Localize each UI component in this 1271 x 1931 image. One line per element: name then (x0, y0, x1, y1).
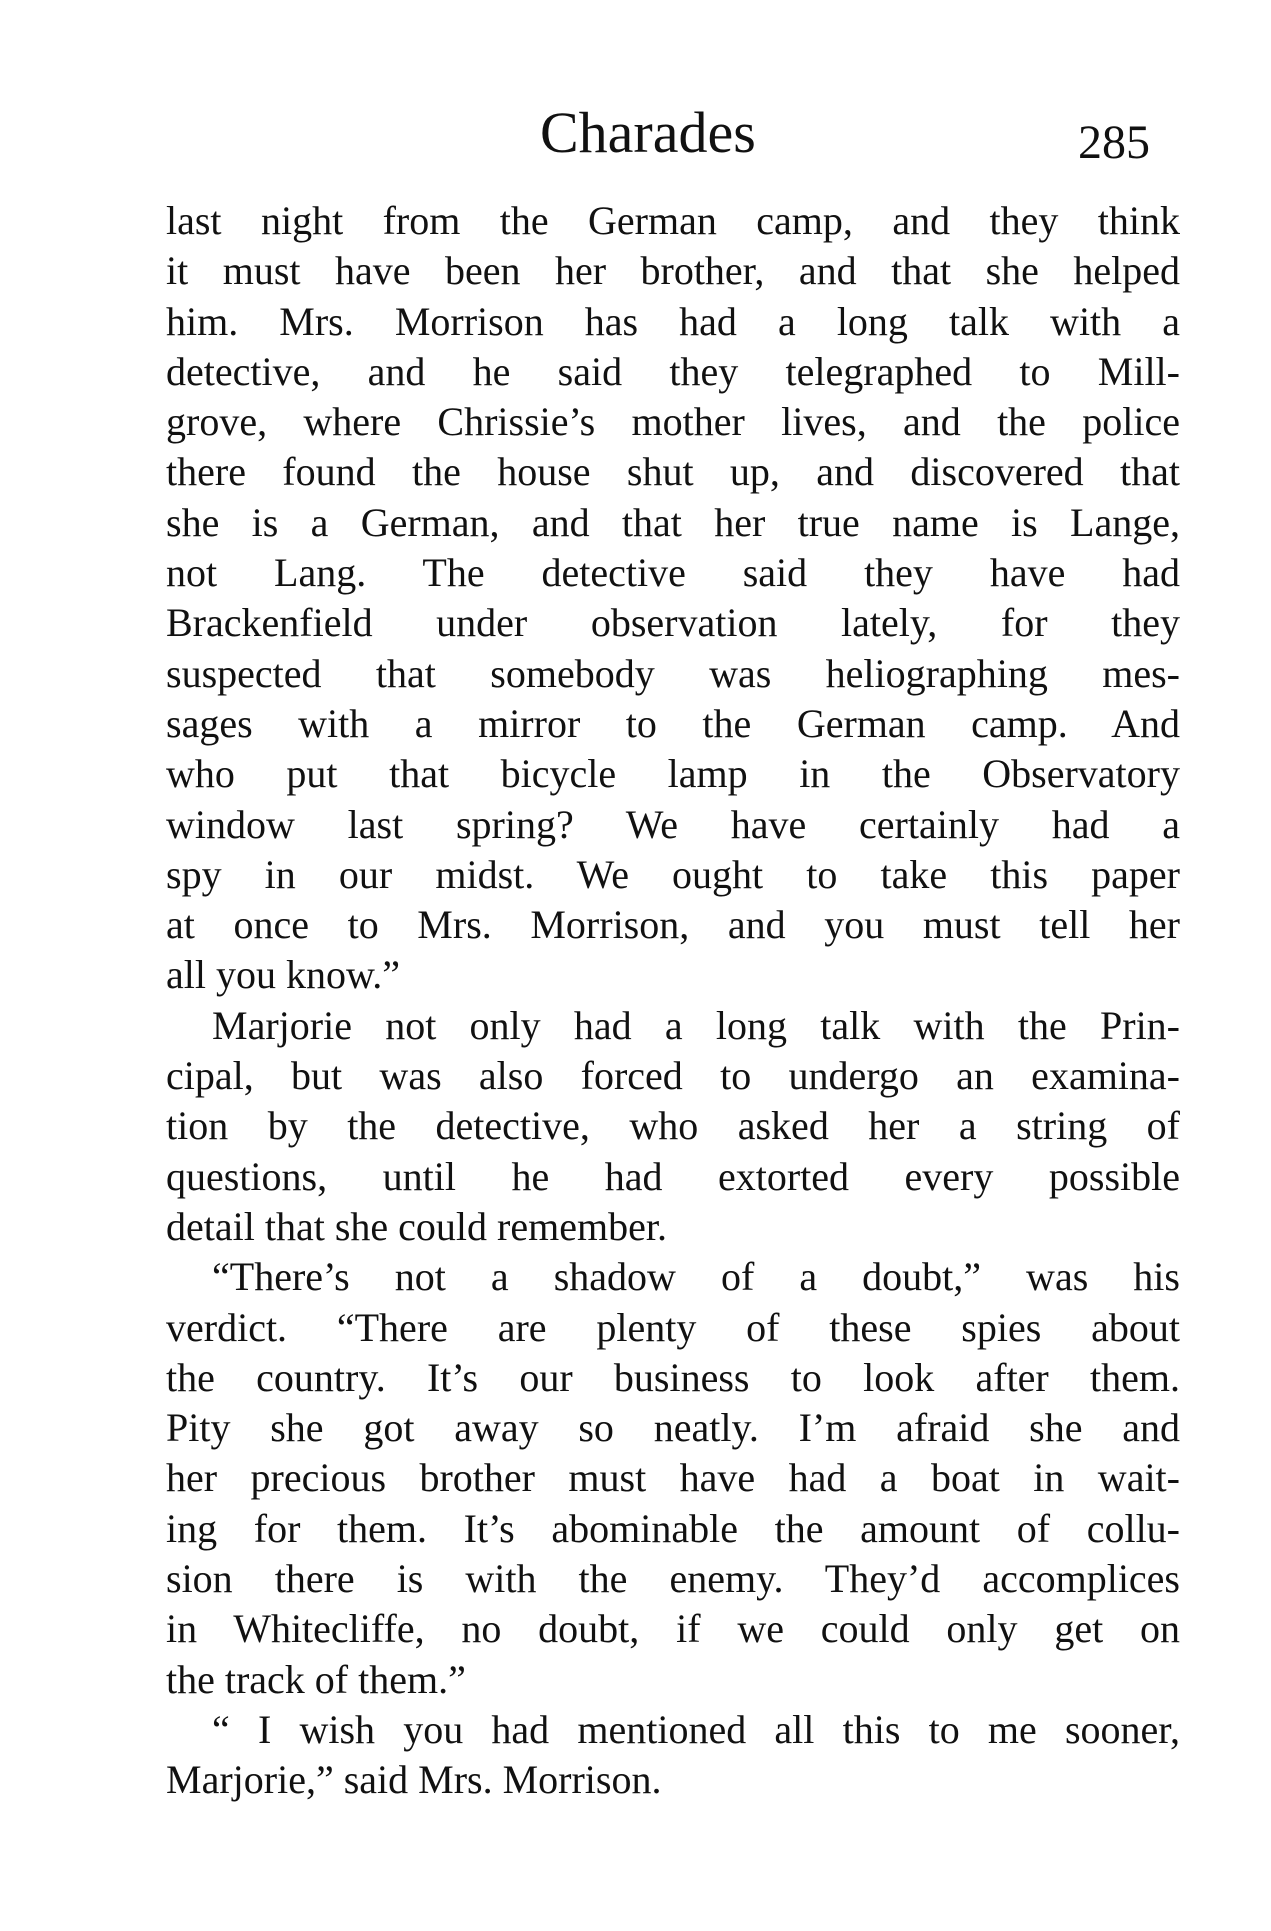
running-head (0, 98, 1271, 168)
text-line: there found the house shut up, and discovered that (166, 449, 1180, 495)
text-line: ing for them. It’s abominable the amount of collu- (166, 1505, 1180, 1551)
text-line: grove, where Chrissie’s mother lives, and the police (166, 399, 1180, 445)
text-line: all you know.” (166, 952, 401, 998)
text-line: questions, until he had extorted every possible (166, 1153, 1180, 1199)
text-line: she is a German, and that her true name is Lange, (166, 499, 1180, 545)
text-line: sion there is with the enemy. They’d accomplices (166, 1556, 1180, 1602)
text-line: tion by the detective, who asked her a string of (166, 1103, 1180, 1149)
text-line: “ I wish you had mentioned all this to me sooner, (212, 1706, 1180, 1752)
text-line: it must have been her brother, and that she helped (166, 248, 1180, 294)
text-line: “There’s not a shadow of a doubt,” was his (212, 1254, 1180, 1300)
text-line: in Whitecliffe, no doubt, if we could only get on (166, 1606, 1180, 1652)
text-line: her precious brother must have had a boat in wait- (166, 1455, 1180, 1501)
text-line: sages with a mirror to the German camp. And (166, 700, 1180, 746)
text-line: the country. It’s our business to look after them. (166, 1354, 1180, 1400)
text-line: cipal, but was also forced to undergo an examina- (166, 1053, 1180, 1099)
text-line: last night from the German camp, and they think (166, 198, 1180, 243)
text-line: who put that bicycle lamp in the Observatory (166, 751, 1180, 797)
text-line: not Lang. The detective said they have had (166, 550, 1180, 596)
text-line: at once to Mrs. Morrison, and you must tell her (166, 902, 1180, 948)
text-line: detail that she could remember. (166, 1203, 667, 1249)
text-line: detective, and he said they telegraphed to Mill- (166, 348, 1180, 394)
text-line: spy in our midst. We ought to take this paper (166, 851, 1180, 897)
text-line: verdict. “There are plenty of these spies about (166, 1304, 1180, 1350)
text-line: the track of them.” (166, 1656, 466, 1702)
text-line: Brackenfield under observation lately, for they (166, 600, 1180, 646)
text-line: Marjorie,” said Mrs. Morrison. (166, 1757, 662, 1803)
chapter-title: Charades (540, 100, 756, 165)
page-number: 285 (1078, 116, 1150, 169)
body-text (166, 196, 1180, 1806)
text-line: Marjorie not only had a long talk with the Prin- (212, 1002, 1180, 1048)
text-line: suspected that somebody was heliographing mes- (166, 650, 1180, 696)
text-line: him. Mrs. Morrison has had a long talk with a (166, 298, 1180, 344)
text-line: Pity she got away so neatly. I’m afraid she and (166, 1405, 1180, 1451)
text-line: window last spring? We have certainly had a (166, 801, 1180, 847)
